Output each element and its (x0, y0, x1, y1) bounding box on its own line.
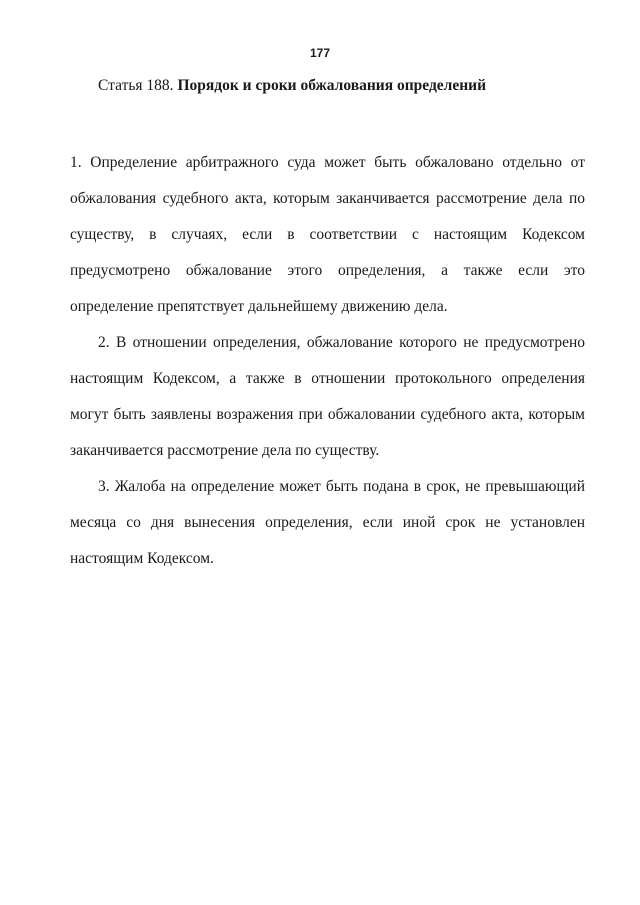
article-heading (98, 77, 486, 95)
article-number: Статья 188. (98, 77, 174, 94)
article-body (70, 145, 585, 577)
paragraph-3: 3. Жалоба на определение может быть подана в срок, не превышающий месяца со дня вынесения определения, если иной срок не установлен настоящим Кодексом. (70, 478, 585, 567)
paragraph-2: 2. В отношении определения, обжалование которого не предусмотрено настоящим Кодексом, а также в отношении протокольного определения могут быть заявлены возражения при обжаловании судебного акта, которым заканчивается рассмотрение дела по существу. (70, 334, 585, 459)
paragraph-1: 1. Определение арбитражного суда может быть обжаловано отдельно от обжалования судебного акта, которым заканчивается рассмотрение дела по существу, в случаях, если в соответствии с настоящим Кодексом предусмотрено обжалование этого определения, а также если это определение препятствует дальнейшему движению дела. (70, 154, 585, 315)
page-number: 177 (309, 46, 331, 60)
article-title: Порядок и сроки обжалования определений (177, 77, 487, 94)
